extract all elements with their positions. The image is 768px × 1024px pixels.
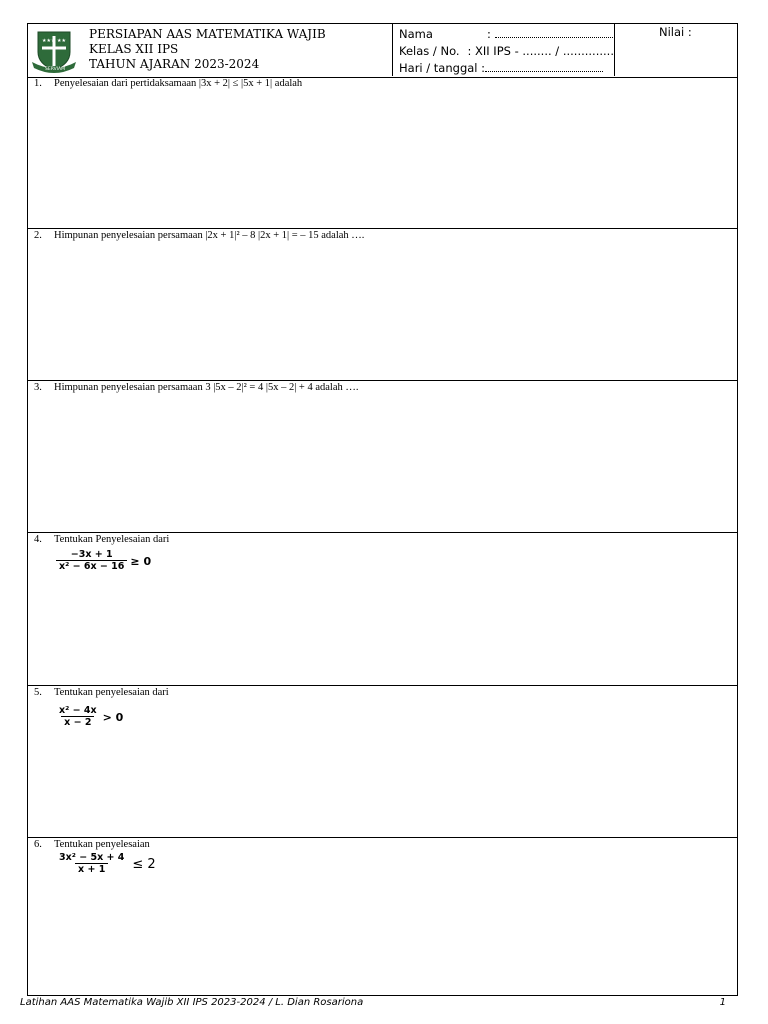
inequality-expression <box>56 852 737 876</box>
inequality-expression <box>56 705 737 729</box>
title-line-1: PERSIAPAN AAS MATEMATIKA WAJIB <box>89 27 326 41</box>
inequality-relation: ≥ 0 <box>130 554 152 568</box>
question-1[interactable] <box>28 77 737 229</box>
kelas-field[interactable]: : XII IPS - ........ / .............. <box>467 44 614 58</box>
svg-text:★★★: ★★★ <box>42 38 56 44</box>
fraction-numerator: 3x² − 5x + 4 <box>59 852 125 863</box>
footer-credit: Latihan AAS Matematika Wajib XII IPS 2023-2024 / L. Dian Rosariona <box>20 997 364 1008</box>
fraction-denominator: x − 2 <box>61 716 94 729</box>
svg-text:SERVIAM: SERVIAM <box>45 67 65 72</box>
inequality-relation: > 0 <box>102 710 124 724</box>
school-logo <box>28 24 80 76</box>
fraction-denominator: x + 1 <box>75 863 108 876</box>
svg-text:★★: ★★ <box>57 38 66 44</box>
question-text: Himpunan penyelesaian persamaan 3 |5x – 2|² = 4 |5x – 2| + 4 adalah …. <box>54 382 359 393</box>
exam-title <box>80 24 393 76</box>
question-text: Penyelesaian dari pertidaksamaan |3x + 2| ≤ |5x + 1| adalah <box>54 78 303 89</box>
question-number: 3. <box>34 382 42 393</box>
question-number: 6. <box>34 839 42 850</box>
title-line-3: TAHUN AJARAN 2023-2024 <box>89 57 260 71</box>
page-footer <box>20 997 726 1008</box>
question-number: 5. <box>34 687 42 698</box>
question-6[interactable] <box>28 838 737 995</box>
page-number: 1 <box>719 997 726 1008</box>
hari-field[interactable] <box>485 60 603 76</box>
title-line-2: KELAS XII IPS <box>89 42 179 56</box>
question-text: Himpunan penyelesaian persamaan |2x + 1|² – 8 |2x + 1| = – 15 adalah …. <box>54 230 365 241</box>
question-number: 2. <box>34 230 42 241</box>
question-2[interactable] <box>28 229 737 381</box>
question-text: Tentukan penyelesaian <box>54 839 150 850</box>
question-5[interactable] <box>28 686 737 838</box>
question-number: 1. <box>34 78 42 89</box>
question-text: Tentukan penyelesaian dari <box>54 687 169 698</box>
fraction <box>56 549 127 573</box>
fraction <box>56 705 100 729</box>
header-table <box>28 24 737 78</box>
nilai-label: Nilai : <box>659 25 692 39</box>
kelas-label: Kelas / No. <box>399 44 460 58</box>
fraction-denominator: x² − 6x − 16 <box>56 560 127 573</box>
hari-label: Hari / tanggal : <box>399 61 486 75</box>
nama-field[interactable]: : <box>487 26 613 42</box>
fraction <box>56 852 127 876</box>
fraction-numerator: x² − 4x <box>59 705 97 716</box>
inequality-expression <box>56 549 737 573</box>
question-4[interactable] <box>28 533 737 686</box>
worksheet <box>27 23 738 996</box>
question-text: Tentukan Penyelesaian dari <box>54 534 170 545</box>
student-identity <box>393 24 615 76</box>
question-number: 4. <box>34 534 42 545</box>
fraction-numerator: −3x + 1 <box>70 549 113 560</box>
inequality-relation: ≤ 2 <box>132 856 156 872</box>
question-3[interactable] <box>28 381 737 533</box>
nama-label: Nama <box>399 27 433 41</box>
